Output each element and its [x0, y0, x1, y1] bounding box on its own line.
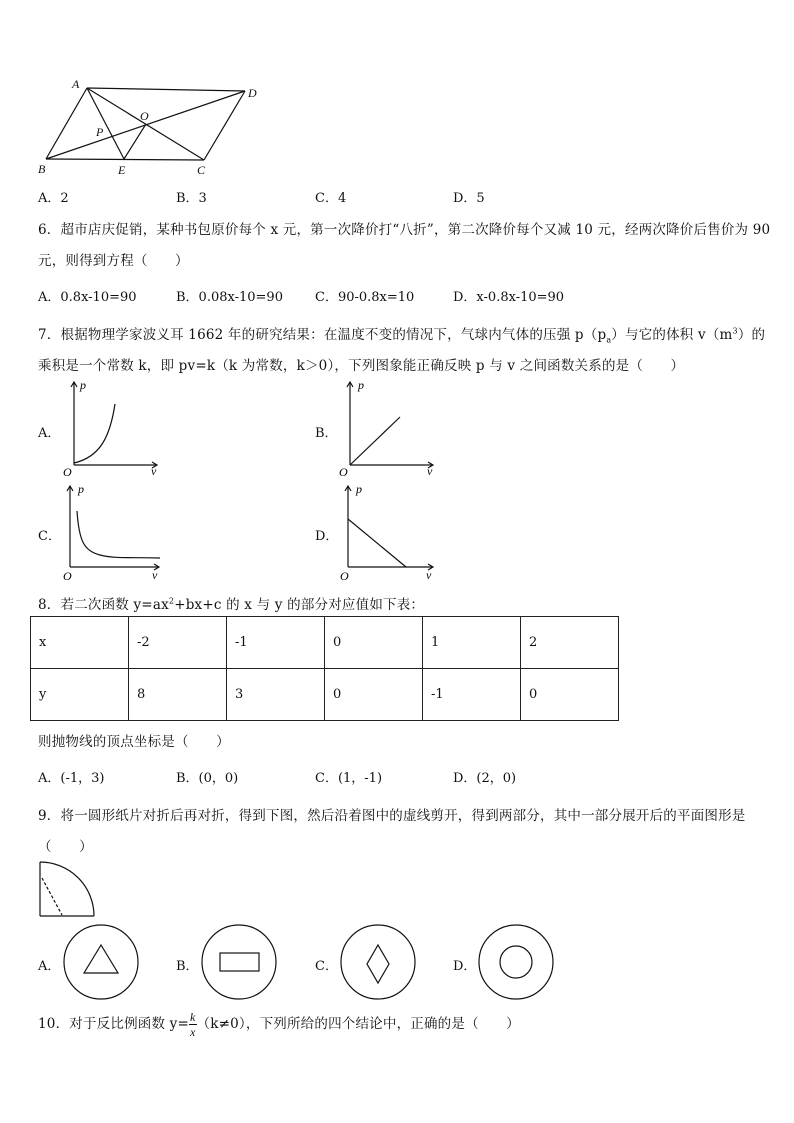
- table-row: [31, 617, 619, 669]
- q7-option-a[interactable]: A．: [38, 426, 61, 441]
- label-B: B: [38, 162, 46, 176]
- q6-option-d[interactable]: D．x-0.8x-10=90: [453, 290, 565, 305]
- q9-option-c[interactable]: C．: [315, 959, 338, 974]
- q5-option-a[interactable]: A．2: [38, 191, 69, 206]
- q7-option-b[interactable]: B．: [315, 426, 338, 441]
- q7-option-d[interactable]: D．: [315, 529, 339, 544]
- graph-c-p: p: [78, 482, 84, 496]
- q7-graph-c[interactable]: [60, 481, 162, 581]
- parallelogram-figure: [34, 76, 264, 180]
- fraction-denominator: x: [190, 1025, 196, 1039]
- table-cell: 0: [325, 617, 423, 669]
- q7-unit-sup: 3: [732, 326, 738, 336]
- table-cell: -1: [423, 669, 521, 721]
- q7-graph-b[interactable]: [336, 377, 438, 477]
- q10-fraction: [189, 1010, 197, 1039]
- graph-b-v: v: [427, 464, 433, 477]
- q5-option-d[interactable]: D．5: [453, 191, 485, 206]
- label-O: O: [140, 109, 149, 123]
- q8-option-a[interactable]: A．(-1，3): [38, 771, 105, 786]
- fraction-numerator: k: [190, 1010, 196, 1024]
- graph-d-p: p: [356, 482, 362, 496]
- q10-line-a: 10．对于反比例函数 y=: [38, 1016, 190, 1032]
- q5-option-b[interactable]: B．3: [176, 191, 207, 206]
- table-cell: -2: [129, 617, 227, 669]
- table-row: [31, 669, 619, 721]
- table-cell: 0: [325, 669, 423, 721]
- q9-option-b[interactable]: B．: [176, 959, 199, 974]
- q6-line1: 6．超市店庆促销，某种书包原价每个 x 元，第一次降价打“八折”，第二次降价每个又减 10 元，经两次降价后售价为 90: [38, 222, 771, 238]
- q9-figure-a[interactable]: [62, 923, 140, 1001]
- value-table: [30, 616, 619, 721]
- q6-line2: 元，则得到方程（ ）: [38, 253, 189, 269]
- q6-option-b[interactable]: B．0.08x-10=90: [176, 290, 283, 305]
- q7-line1-a: 7．根据物理学家波义耳 1662 年的研究结果：在温度不变的情况下，气球内气体的压强 p（p: [38, 327, 607, 343]
- label-E: E: [118, 163, 126, 177]
- label-P: P: [96, 125, 104, 139]
- table-cell: 0: [521, 669, 619, 721]
- table-cell: -1: [227, 617, 325, 669]
- table-cell: 3: [227, 669, 325, 721]
- q9-option-a[interactable]: A．: [38, 959, 61, 974]
- graph-c-o: O: [63, 569, 72, 581]
- q8-sup: 2: [168, 596, 175, 606]
- q9-line1: 9．将一圆形纸片对折后再对折，得到下图，然后沿着图中的虚线剪开，得到两部分，其中一部分展开后的平面图形是: [38, 808, 746, 824]
- graph-d-o: O: [340, 569, 349, 581]
- graph-a-o: O: [63, 465, 72, 477]
- graph-b-p: p: [358, 378, 364, 392]
- q7-unit-sub: a: [606, 335, 612, 345]
- q9-figure-d[interactable]: [477, 923, 555, 1001]
- folded-paper-figure: [38, 860, 98, 920]
- q10-line-b: （k≠0），下列所给的四个结论中，正确的是（ ）: [196, 1016, 520, 1032]
- q6-option-a[interactable]: A．0.8x-10=90: [38, 290, 137, 305]
- label-A: A: [72, 77, 80, 91]
- q7-graph-a[interactable]: [60, 377, 162, 477]
- graph-c-v: v: [152, 568, 158, 581]
- q8-option-c[interactable]: C．(1，-1): [315, 771, 383, 786]
- q7-option-c[interactable]: C．: [38, 529, 61, 544]
- table-cell: x: [31, 617, 129, 669]
- table-cell: 1: [423, 617, 521, 669]
- q5-option-c[interactable]: C．4: [315, 191, 347, 206]
- q7-graph-d[interactable]: [336, 481, 438, 581]
- graph-b-o: O: [339, 465, 348, 477]
- q6-option-c[interactable]: C．90-0.8x=10: [315, 290, 415, 305]
- q10-line: [38, 1006, 520, 1042]
- q8-line-b: +bx+c 的 x 与 y 的部分对应值如下表：: [174, 597, 425, 613]
- q7-line1: [38, 323, 765, 345]
- label-C: C: [197, 163, 206, 177]
- table-cell: y: [31, 669, 129, 721]
- label-D: D: [248, 86, 257, 100]
- q8-line: [38, 593, 424, 613]
- q9-figure-b[interactable]: [200, 923, 278, 1001]
- q8-line-a: 8．若二次函数 y=ax: [38, 597, 169, 613]
- q8-after: 则抛物线的顶点坐标是（ ）: [38, 734, 230, 750]
- table-cell: 8: [129, 669, 227, 721]
- q8-option-b[interactable]: B．(0，0): [176, 771, 239, 786]
- q7-line1-c: ）的: [737, 327, 766, 343]
- graph-a-p: p: [80, 378, 86, 392]
- graph-d-v: v: [426, 568, 432, 581]
- q7-line1-b: ）与它的体积 v（m: [611, 327, 733, 343]
- q8-option-d[interactable]: D．(2，0): [453, 771, 517, 786]
- q9-line2: （ ）: [38, 839, 93, 855]
- graph-a-v: v: [151, 464, 157, 477]
- q9-option-d[interactable]: D．: [453, 959, 477, 974]
- q9-figure-c[interactable]: [339, 923, 417, 1001]
- q7-line2: 乘积是一个常数 k，即 pv=k（k 为常数，k＞0），下列图象能正确反映 p 与 v 之间函数关系的是（ ）: [38, 358, 685, 374]
- table-cell: 2: [521, 617, 619, 669]
